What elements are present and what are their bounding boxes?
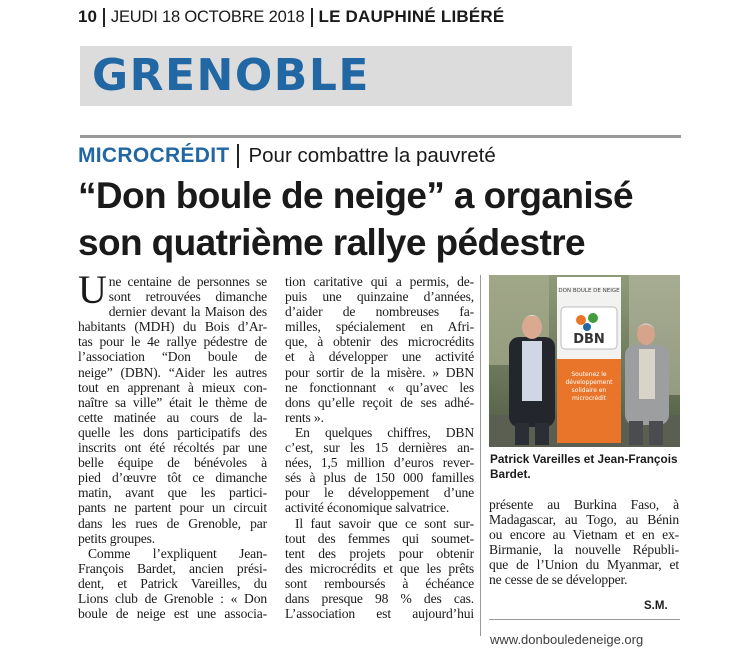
banner-logo-text: DBN [573,332,605,347]
man-left-leg [535,423,549,445]
slogan-line: développement [565,379,613,386]
text-line: boule de neige est une associa- [78,606,267,622]
logo-dot-orange [576,315,586,325]
text-line: petits groupes. [78,530,156,546]
text-line: activité économique salvatrice. [285,500,450,516]
text-line: dons qu’elle reçoit de ses adhé- [285,394,474,410]
banner-top [557,277,621,287]
text-line: dans presque 98 % des cas. [285,590,474,606]
slogan-line: microcrédit [572,395,606,402]
column-divider [480,275,481,636]
text-line: que de l’Union du Myanmar, et [489,557,679,573]
text-line: cette matinée au cours de la- [78,409,267,425]
text-line: ne fonctionnant « qu’avec les [285,379,474,395]
text-line: L’association est aujourd’hui [285,606,474,622]
title-line: son quatrième rallye pédestre [78,222,585,263]
text-line: pants ne partent pour un circuit [78,500,267,516]
text-line: des microcrédits et que les prêts [285,560,474,576]
kicker-subtitle: Pour combattre la pauvreté [248,144,496,167]
text-line: puis une quinzaine d’années, [285,289,474,305]
text-line: d’aider de nombreuses fa- [285,304,474,320]
text-line: Madagascar, au Togo, au Bénin [489,512,679,528]
text-line: nées, 1,5 million d’euros rever- [285,455,474,471]
text-line: habitants (MDH) du Bois d’Ar- [78,319,267,335]
text-line: milles, spécialement en Afri- [285,319,474,335]
text-line: Il faut savoir que ce sont sur- [295,515,474,531]
text-line: En quelques chiffres, DBN [295,424,474,440]
drop-cap: U [78,267,107,312]
text-line: l’association “Don boule de [78,349,267,365]
text-line: tout en apprenant à mieux con- [78,379,267,395]
text-line: c’est, sur les 15 dernières an- [285,440,474,456]
photo-illustration [489,275,680,447]
text-line: sont remboursés à échéance [285,575,474,591]
article-column-3 [489,497,679,588]
page-header [78,5,504,29]
text-line: pied d’œuvre tôt ce dimanche [78,470,267,486]
text-line: matin, avant que les partici- [78,485,267,501]
article-title [78,172,698,266]
text-line: François Bardet, ancien prési- [78,560,267,576]
text-line: naître sa ville” était le thème de [78,394,267,410]
man-right-leg [629,421,643,445]
text-line: tion caritative qui a permis, de- [285,274,474,289]
text-line: belle équipe de bénévoles à [78,455,267,471]
article-kicker [78,143,496,169]
caption-line: Bardet. [490,467,531,481]
text-line: sont retrouvées dimanche [108,289,267,305]
man-left-face [522,315,542,339]
website-link[interactable]: www.donbouledeneige.org [490,632,644,647]
section-band [80,46,572,106]
text-line: tout des femmes qui soumet- [285,530,474,546]
text-line: dent, et Patrick Vareilles, du [78,575,267,591]
man-left-shirt [522,341,542,401]
text-line: quelle les dons participatifs des [78,424,267,440]
text-line: pour le développement d’une [285,485,474,501]
publication-name: LE DAUPHINÉ LIBÉRÉ [318,7,505,26]
slogan-line: Soutenez le [571,371,607,378]
text-line: inscrits ont été récoltés par une [78,440,267,456]
text-line: pour sortir de la misère. » DBN [285,364,474,380]
text-line: Comme l’expliquent Jean- [88,545,267,561]
text-line: Birmanie, la nouvelle Républi- [489,542,679,558]
text-line: ou encore au Vietnam et en ex- [489,527,679,543]
author-signature: S.M. [644,600,668,612]
article-column-2 [285,274,474,621]
text-line: rents ». [285,409,324,425]
photo-caption [490,452,680,482]
header-separator [103,8,105,27]
man-right-shirt [639,349,655,399]
header-separator [311,8,313,27]
slogan-line: solidaire en [571,387,607,394]
man-left-leg [515,423,529,445]
banner-label: DON BOULE DE NEIGE [558,288,620,294]
text-line: que, à obtenir des microcrédits [285,334,474,350]
logo-dot-blue [583,323,591,331]
title-line: “Don boule de neige” a organisé [78,175,633,216]
page-number: 10 [78,7,97,26]
kicker-separator [237,144,239,168]
article-photo [489,275,680,447]
text-line: ne cesse de se développer. [489,572,628,588]
text-line: tent des projets pour obtenir [285,545,474,561]
logo-dot-green [588,313,598,323]
man-right-leg [649,421,663,445]
banner-slogan [559,371,619,403]
article-column-1 [78,267,267,622]
text-line: et à développer une activité [285,349,474,365]
text-line: ne centaine de personnes se [108,274,267,289]
text-line: neige” (DBN). “Aider les autres [78,364,267,380]
kicker-category: MICROCRÉDIT [78,144,230,167]
issue-date: JEUDI 18 OCTOBRE 2018 [110,7,305,26]
text-line: sés à plus de 150 000 familles [285,470,474,486]
website-rule [489,619,680,620]
text-line: présente au Burkina Faso, à [489,497,679,512]
caption-line: Patrick Vareilles et Jean-François [490,452,678,466]
text-line: tas pour le 4e rallye pédestre de [78,334,267,350]
section-rule [80,135,681,138]
text-line: dernier devant la Maison des [108,304,267,320]
text-line: Lions club de Grenoble : « Don [78,590,267,606]
text-line: dans les rues de Grenoble, par [78,515,267,531]
section-name: GRENOBLE [92,50,370,101]
